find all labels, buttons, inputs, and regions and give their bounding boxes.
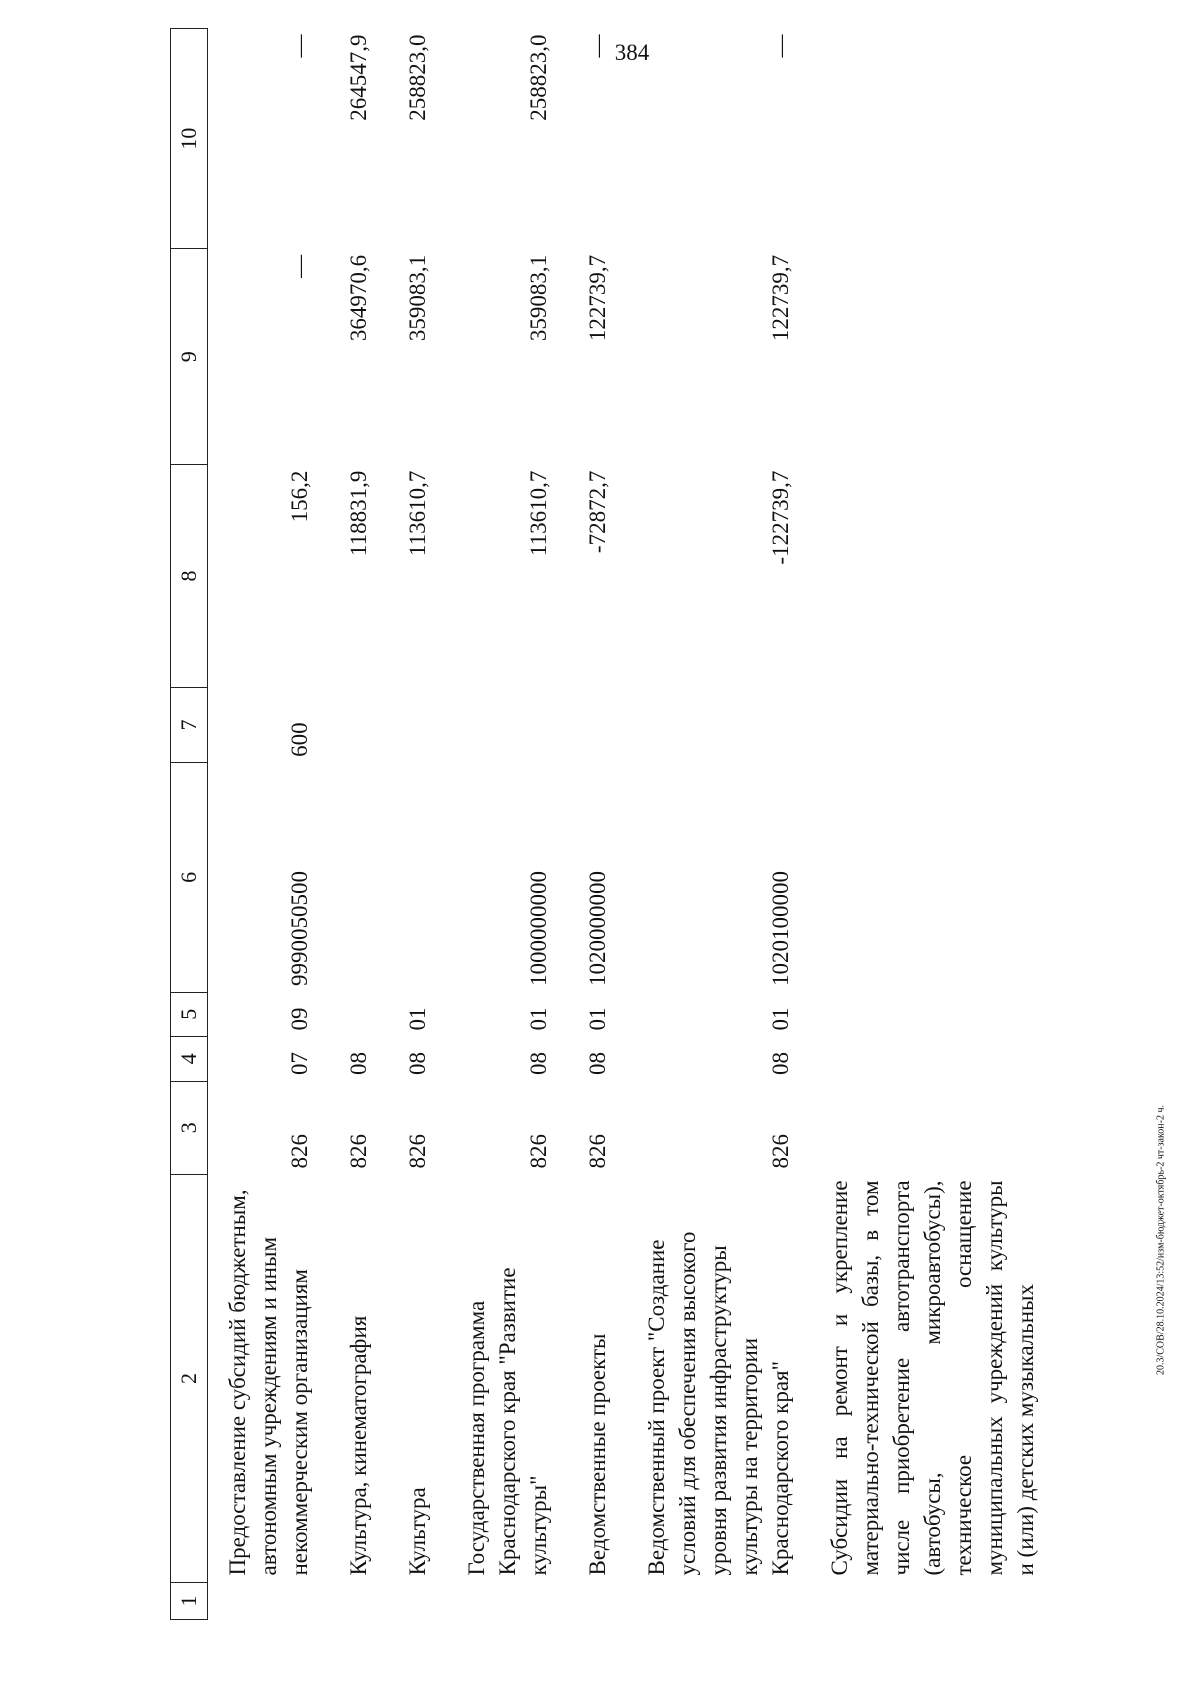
- row-col7: [447, 687, 568, 763]
- row-name: Ведомственные проекты: [585, 1333, 610, 1576]
- rotated-table-wrapper: [170, 28, 1038, 1620]
- row-col7: 600: [287, 722, 312, 757]
- row-col4: [810, 1037, 1055, 1082]
- row-col6: [388, 763, 447, 992]
- row-col8: -122739,7: [768, 470, 793, 565]
- row-col9: —: [287, 254, 312, 278]
- header-col-8: 8: [171, 465, 208, 688]
- header-col-1: 1: [171, 1582, 207, 1619]
- row-col10: —: [585, 34, 610, 58]
- row-col3: [810, 1081, 1055, 1174]
- row-col3: 826: [346, 1133, 371, 1169]
- row-name: Ведомственный проект "Создание условий для обеспечения высокого уровня развития инфраструктуры культуры на территории Краснодарского края": [644, 1231, 793, 1576]
- row-col4: 07: [287, 1052, 312, 1076]
- row-name: Культура: [405, 1487, 430, 1576]
- table-row: [568, 29, 627, 1620]
- row-col7: [568, 687, 627, 763]
- row-col3: 826: [768, 1133, 793, 1169]
- row-col10: —: [768, 34, 793, 58]
- row-col5: 01: [768, 1007, 793, 1031]
- row-col6: 1020000000: [585, 871, 610, 987]
- header-col-5: 5: [171, 992, 208, 1037]
- row-col9: 359083,1: [526, 254, 551, 342]
- row-col6: [329, 763, 388, 992]
- header-col-9: 9: [171, 249, 208, 465]
- row-col5: [810, 992, 1055, 1037]
- row-col9: [810, 249, 1055, 465]
- table-row: [329, 29, 388, 1620]
- row-col6: 1020100000: [768, 871, 793, 987]
- header-col-3: 3: [171, 1081, 208, 1174]
- row-col6: [810, 763, 1055, 992]
- header-cell: [171, 1174, 208, 1619]
- row-col7: [810, 687, 1055, 763]
- row-name: Культура, кинематография: [346, 1315, 371, 1576]
- row-col3: 826: [585, 1133, 610, 1169]
- row-col4: 08: [526, 1052, 551, 1076]
- table-row: [388, 29, 447, 1620]
- row-col3: 826: [405, 1133, 430, 1169]
- header-col-6: 6: [171, 763, 208, 992]
- row-col9: 122739,7: [768, 254, 793, 342]
- header-row: [171, 29, 208, 1620]
- budget-table: [170, 28, 1055, 1620]
- row-col3: 826: [526, 1133, 551, 1169]
- row-col4: 08: [346, 1052, 371, 1076]
- row-col8: 156,2: [287, 470, 312, 523]
- row-col5: [329, 992, 388, 1037]
- row-col8: -72872,7: [585, 470, 610, 554]
- row-col7: [329, 687, 388, 763]
- table-row: [208, 29, 330, 1620]
- header-col-4: 4: [171, 1037, 208, 1082]
- row-col10: 258823,0: [526, 34, 551, 121]
- row-name: Предоставление субсидий бюджетным, автономным учреждениям и иным некоммерческим организациям: [225, 1189, 312, 1576]
- row-col5: 01: [526, 1007, 551, 1031]
- row-col4: 08: [768, 1052, 793, 1076]
- header-col-7: 7: [171, 687, 208, 763]
- row-col8: 113610,7: [526, 470, 551, 557]
- row-col7: [388, 687, 447, 763]
- row-col6: 9990050500: [287, 871, 312, 987]
- row-col9: 359083,1: [405, 254, 430, 342]
- row-col8: 118831,9: [346, 470, 371, 557]
- row-col8: [810, 465, 1055, 688]
- row-col7: [627, 687, 810, 763]
- row-col6: 1000000000: [526, 871, 551, 987]
- row-name: Государственная программа Краснодарского края "Развитие культуры": [464, 1267, 551, 1576]
- row-col5: 01: [405, 1007, 430, 1031]
- header-col-2: 2: [176, 1372, 201, 1384]
- row-name: Субсидии на ремонт и укрепление материально-технической базы, в том числе приобретение автотранспорта (автобусы, микроавтобусы), техническое оснащение муниципальных учреждений культуры и (или) детских музыкальных: [827, 1180, 1038, 1576]
- row-col8: 113610,7: [405, 470, 430, 557]
- document-stamp: 20.3/СОВ/28.10.2024/13:52/изм-бюджет-октябрь-2 чт-закон-2 ч.: [1155, 1104, 1167, 1376]
- row-col5: 09: [287, 1007, 312, 1031]
- table-row: [627, 29, 810, 1620]
- row-col9: 122739,7: [585, 254, 610, 342]
- row-col4: 08: [585, 1052, 610, 1076]
- row-col5: 01: [585, 1007, 610, 1031]
- row-col9: 364970,6: [346, 254, 371, 342]
- page-number: 384: [614, 40, 650, 65]
- header-col-10: 10: [171, 29, 208, 249]
- row-col10: —: [287, 34, 312, 58]
- row-col10: [810, 29, 1055, 249]
- table-row: [447, 29, 568, 1620]
- row-col4: 08: [405, 1052, 430, 1076]
- row-col3: 826: [287, 1133, 312, 1169]
- table-row: [810, 29, 1055, 1620]
- row-col10: 264547,9: [346, 34, 371, 121]
- row-col10: 258823,0: [405, 34, 430, 121]
